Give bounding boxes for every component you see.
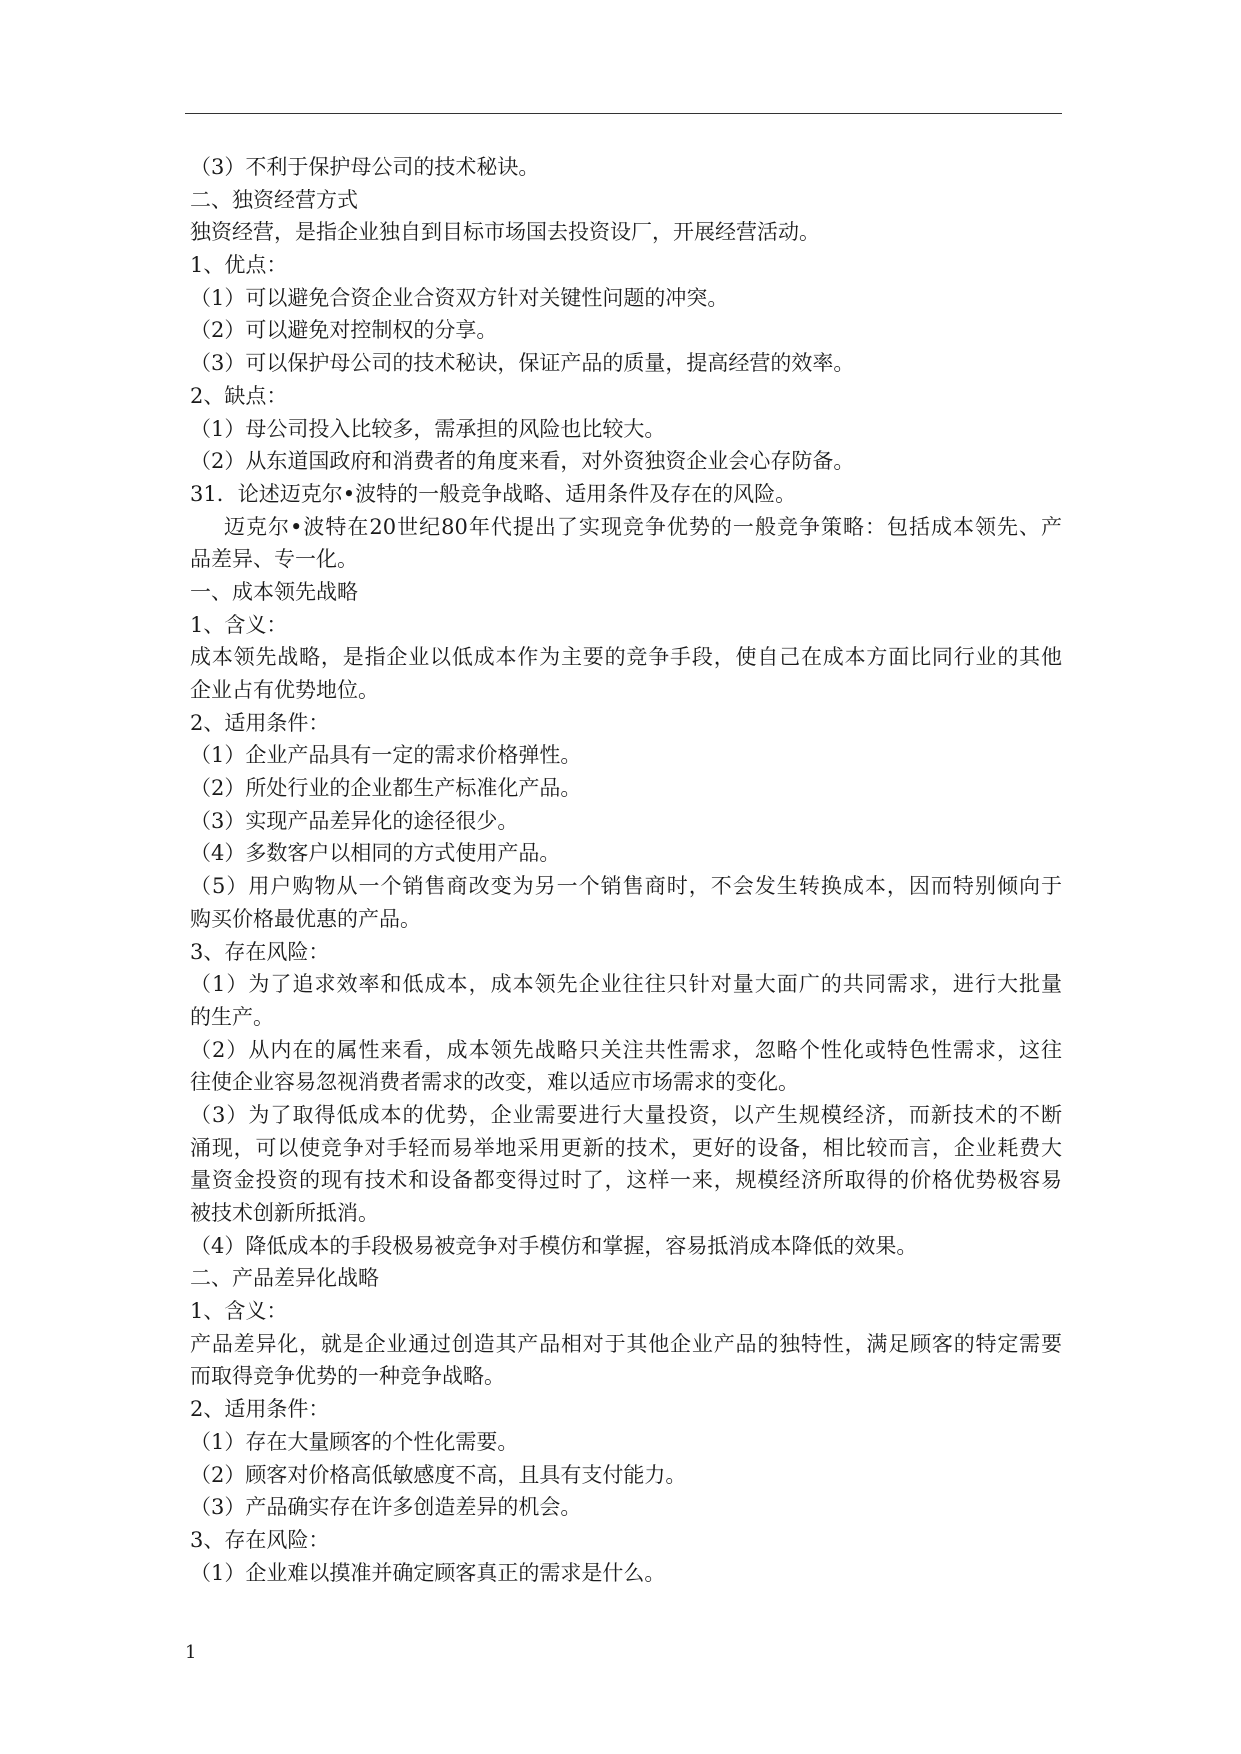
list-item: 涌现，可以使竞争对手轻而易举地采用更新的技术，更好的设备，相比较而言，企业耗费大 — [190, 1135, 1062, 1160]
subheading: 3、存在风险： — [190, 1527, 330, 1552]
list-item: （2）从内在的属性来看，成本领先战略只关注共性需求，忽略个性化或特色性需求，这往 — [190, 1037, 1062, 1062]
list-item: （3）可以保护母公司的技术秘诀，保证产品的质量，提高经营的效率。 — [190, 351, 855, 376]
list-item: （2）顾客对价格高低敏感度不高，且具有支付能力。 — [190, 1462, 687, 1487]
section-heading: 二、产品差异化战略 — [190, 1266, 379, 1291]
list-item: （1）存在大量顾客的个性化需要。 — [190, 1429, 519, 1454]
text-line: （3）不利于保护母公司的技术秘诀。 — [190, 155, 540, 179]
header-rule — [185, 113, 1062, 114]
list-item: （1）可以避免合资企业合资双方针对关键性问题的冲突。 — [190, 285, 729, 310]
list-item: 量资金投资的现有技术和设备都变得过时了，这样一来，规模经济所取得的价格优势极容易 — [190, 1168, 1062, 1193]
list-item: （2）可以避免对控制权的分享。 — [190, 318, 498, 343]
list-item: （1）企业难以摸准并确定顾客真正的需求是什么。 — [190, 1560, 666, 1585]
section-heading: 一、成本领先战略 — [190, 579, 358, 604]
list-item: 购买价格最优惠的产品。 — [190, 906, 421, 931]
paragraph-line: 企业占有优势地位。 — [190, 678, 379, 702]
list-item: （3）产品确实存在许多创造差异的机会。 — [190, 1495, 582, 1520]
list-item: （1）母公司投入比较多，需承担的风险也比较大。 — [190, 416, 666, 441]
question-heading: 31．论述迈克尔•波特的一般竞争战略、适用条件及存在的风险。 — [190, 481, 797, 506]
paragraph-line: 迈克尔•波特在20世纪80年代提出了实现竞争优势的一般竞争策略：包括成本领先、产 — [224, 514, 1062, 539]
list-item: （3）为了取得低成本的优势，企业需要进行大量投资，以产生规模经济，而新技术的不断 — [190, 1102, 1062, 1127]
list-item: 的生产。 — [190, 1004, 274, 1029]
text-line: 独资经营，是指企业独自到目标市场国去投资设厂，开展经营活动。 — [190, 220, 820, 245]
subheading: 2、适用条件： — [190, 710, 330, 735]
section-heading: 二、独资经营方式 — [190, 187, 358, 212]
list-item: （4）降低成本的手段极易被竞争对手模仿和掌握，容易抵消成本降低的效果。 — [190, 1233, 918, 1258]
subheading: 2、适用条件： — [190, 1397, 330, 1422]
document-body — [190, 151, 1062, 1589]
subheading: 1、含义： — [190, 1299, 288, 1324]
subheading: 1、优点： — [190, 253, 288, 278]
subheading: 1、含义： — [190, 612, 288, 637]
list-item: （3）实现产品差异化的途径很少。 — [190, 808, 519, 833]
list-item: 被技术创新所抵消。 — [190, 1201, 379, 1225]
paragraph-line: 而取得竞争优势的一种竞争战略。 — [190, 1364, 505, 1389]
paragraph-line: 品差异、专一化。 — [190, 547, 358, 572]
subheading: 2、缺点： — [190, 383, 288, 408]
list-item: （1）企业产品具有一定的需求价格弹性。 — [190, 743, 582, 768]
list-item: （4）多数客户以相同的方式使用产品。 — [190, 841, 561, 866]
list-item: （2）所处行业的企业都生产标准化产品。 — [190, 776, 582, 801]
list-item: （2）从东道国政府和消费者的角度来看，对外资独资企业会心存防备。 — [190, 449, 855, 474]
list-item: （5）用户购物从一个销售商改变为另一个销售商时，不会发生转换成本，因而特别倾向于 — [190, 874, 1062, 899]
subheading: 3、存在风险： — [190, 939, 330, 964]
paragraph-line: 成本领先战略，是指企业以低成本作为主要的竞争手段，使自己在成本方面比同行业的其他 — [190, 645, 1062, 670]
paragraph-line: 产品差异化，就是企业通过创造其产品相对于其他企业产品的独特性，满足顾客的特定需要 — [190, 1331, 1062, 1356]
list-item: （1）为了追求效率和低成本，成本领先企业往往只针对量大面广的共同需求，进行大批量 — [190, 972, 1062, 997]
list-item: 往使企业容易忽视消费者需求的改变，难以适应市场需求的变化。 — [190, 1070, 799, 1095]
page-number: 1 — [185, 1642, 197, 1663]
